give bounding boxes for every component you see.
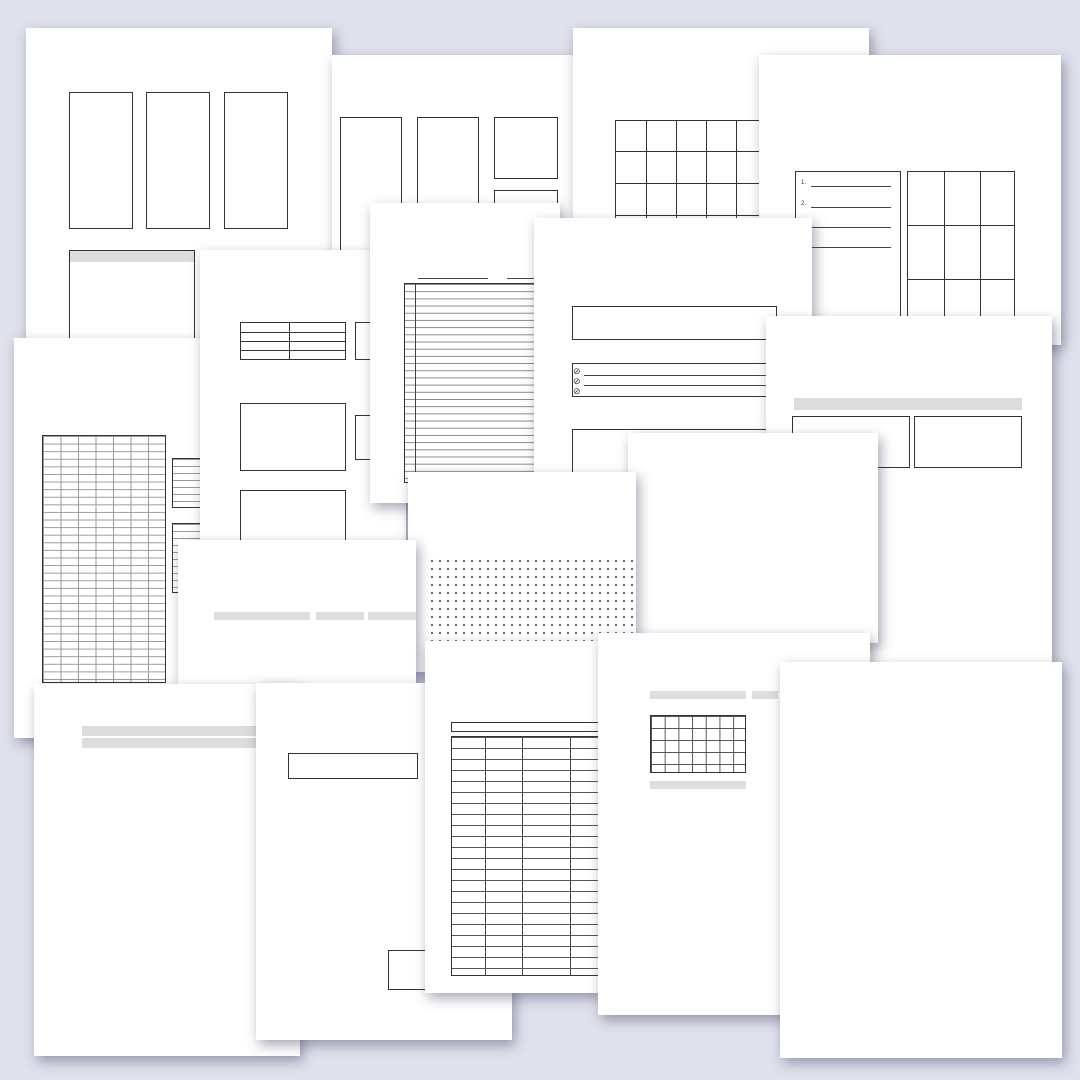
check-circle-icon: ⊘ [573,366,581,376]
savings-tracker-page [425,641,601,993]
grocery-list-page [178,540,416,690]
daily-checklist-page [370,203,560,503]
yearly-goals-page: 1. 2. [759,55,1061,345]
check-circle-icon: ⊘ [573,376,581,386]
check-circle-icon: ⊘ [573,386,581,396]
30-day-challenge-page [628,433,878,643]
self-care-tracker-page [780,662,1062,1058]
